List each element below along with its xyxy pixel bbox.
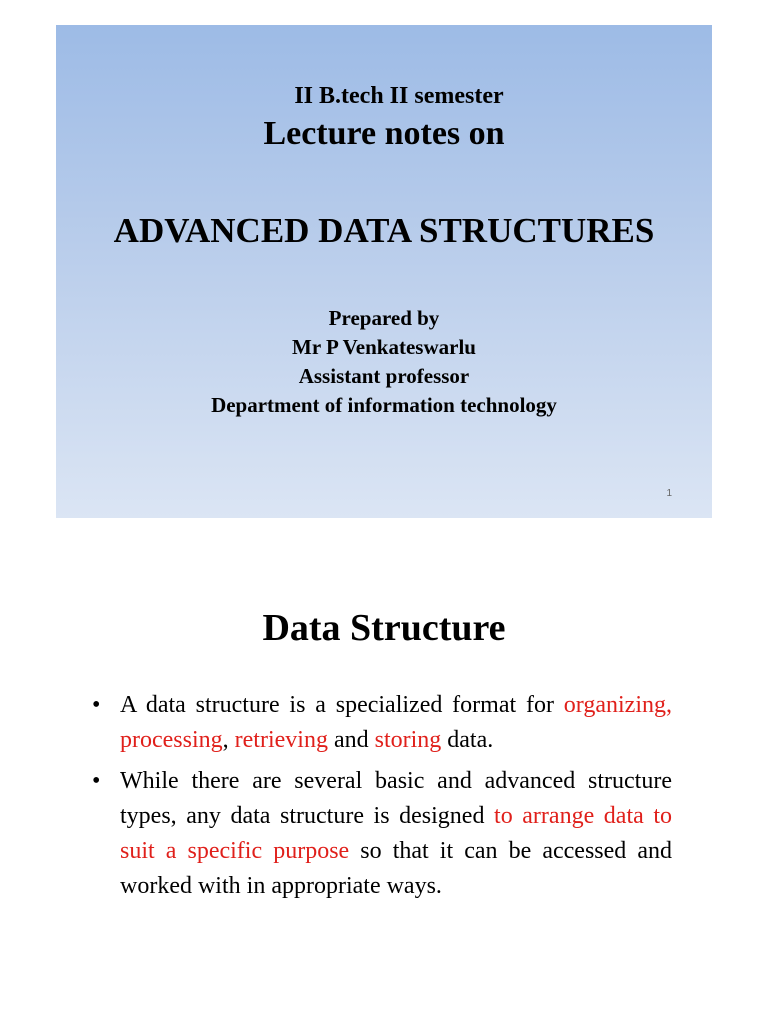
bullet-text: so that it can be accessed and worked with in appropriate ways. (120, 838, 673, 899)
bullet-icon: • (92, 768, 101, 794)
title-slide (56, 25, 712, 518)
course-label: II B.tech II semester (294, 83, 504, 109)
bullet-list (92, 688, 672, 910)
slide-title: Data Structure (262, 607, 506, 649)
bullet-item (92, 688, 672, 758)
bullet-text: data. (441, 727, 494, 753)
bullet-item (92, 764, 672, 904)
bullet-text: and (327, 727, 375, 753)
bullet-text: , (222, 727, 235, 753)
prepared-by-label: Prepared by (328, 306, 440, 330)
department-name: Department of information technology (211, 393, 557, 417)
highlight-text: retrieving (234, 727, 328, 753)
author-name: Mr P Venkateswarlu (292, 335, 476, 359)
author-role: Assistant professor (298, 364, 470, 388)
lecture-heading: Lecture notes on (263, 115, 505, 152)
highlight-text: processing (120, 727, 223, 753)
highlight-text: organizing, (563, 692, 672, 718)
bullet-icon: • (92, 692, 101, 718)
highlight-text: storing (374, 727, 442, 753)
bullet-text: While there are several basic and advanced structure types, any data structure is designed (120, 768, 672, 829)
slide-page-number: 1 (666, 488, 672, 499)
subject-title: ADVANCED DATA STRUCTURES (113, 211, 655, 250)
bullet-text: A data structure is a specialized format for (120, 692, 564, 718)
highlight-text: to arrange data to suit a specific purpose (120, 803, 673, 864)
